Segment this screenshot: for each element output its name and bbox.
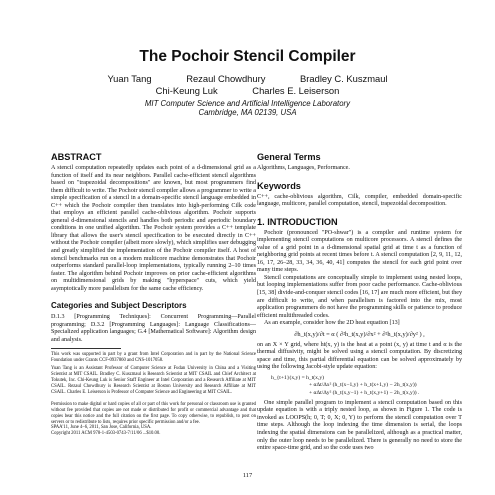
introduction-heading: 1. INTRODUCTION: [257, 216, 338, 227]
conference-line: SPAA'11, June 4–6, 2011, San Jose, California, USA.: [51, 425, 152, 431]
update-equation: [271, 375, 462, 397]
intro-paragraph: As an example, consider how the 2D heat equation [13]: [264, 320, 400, 327]
keywords-heading: Keywords: [257, 180, 301, 191]
author-name: Charles E. Leiserson: [252, 85, 340, 96]
left-column: [51, 152, 256, 437]
affiliation-line: MIT Computer Science and Artificial Intelligence Laboratory: [144, 99, 351, 108]
intro-paragraph: Pochoir (pronounced "PO-shwar") is a compiler and runtime system for implementing stencil computations on multicore processors. A stencil defines the value of a grid point in a d-dimensional spatial grid at time t as a function of neighboring grid points at recent times before t. A stencil computation [2, 9, 11, 12, 16, 17, 26–28, 33, 34, 36, 40, 41] computes the stencil for each grid point over many time steps.: [257, 229, 462, 274]
update-equation-line: h_{t+1}(x,y) = h_t(x,y): [271, 374, 325, 381]
author-name: Rezaul Chowdhury: [186, 73, 266, 84]
footnote-divider: [51, 348, 121, 349]
intro-paragraph: on an X × Y grid, where ht(x, y) is the heat at a point (x, y) at time t and α is the thermal diffusivity, might be solved using a stencil computation. By discretizing space and time, this partial differential equation can be solved approximately by using the following Jacobi-style update equation:: [257, 341, 462, 371]
copyright-line: Copyright 2011 ACM 978-1-4503-0743-7/11/06 ...$10.00.: [51, 431, 161, 437]
categories-heading: Categories and Subject Descriptors: [51, 301, 187, 311]
author-row-2: [0, 85, 495, 96]
author-name: Yuan Tang: [107, 73, 152, 84]
general-terms-heading: General Terms: [257, 152, 321, 162]
author-name: Bradley C. Kuszmaul: [300, 73, 388, 84]
affiliation: [0, 99, 495, 117]
paper-title: The Pochoir Stencil Compiler: [139, 48, 356, 65]
author-name: Chi-Keung Luk: [155, 85, 218, 96]
right-column: [257, 152, 462, 453]
update-equation-line: + αΔt/Δy² (h_t(x,y−1) + h_t(x,y+1) − 2h_t(x,y)) .: [309, 389, 420, 396]
author-footnote: Yuan Tang is an Assistant Professor of Computer Science at Fudan University in China and a Visiting Scientist at MIT CSAIL. Bradley C. Kuszmaul is Research Scientist at MIT CSAIL and Chief Architect at Tokutek, Inc. Chi-Keung Luk is Senior Staff Engineer at Intel Corporation and a Research Affiliate at MIT CSAIL. Rezaul Chowdhury is Research Scientist at Boston University and Research Affiliate at MIT CSAIL. Charles E. Leiserson is Professor of Computer Science and Engineering at MIT CSAIL.: [51, 366, 256, 395]
update-equation-line: + αΔt/Δx² (h_t(x−1,y) + h_t(x+1,y) − 2h_t(x,y)): [309, 382, 417, 389]
abstract-text: A stencil computation repeatedly updates each point of a d-dimensional grid as a function of itself and its near neighbors. Parallel cache-efficient stencil algorithms based on "trapezoidal decompositions" are known, but most programmers find them difficult to write. The Pochoir stencil compiler allows a programmer to write a simple specification of a stencil in a domain-specific stencil language embedded in C++ which the Pochoir compiler then translates into high-performing Cilk code that employs an efficient parallel cache-oblivious algorithm. Pochoir supports general d-dimensional stencils and handles both periodic and aperiodic boundary conditions in one unified algorithm. The Pochoir system provides a C++ template library that allows the user's stencil specification to be executed directly in C++ without the Pochoir compiler (albeit more slowly), which simplifies user debugging and greatly simplified the implementation of the Pochoir compiler itself. A host of stencil benchmarks run on a modern multicore machine demonstrates that Pochoir outperforms standard parallel-loop implementations, typically running 2–10 times faster. The algorithm behind Pochoir improves on prior cache-efficient algorithms on multidimensional grids by making "hyperspace" cuts, which yield asymptotically more parallelism for the same cache efficiency.: [51, 165, 256, 292]
permission-notice: Permission to make digital or hard copies of all or part of this work for personal or classroom use is granted without fee provided that copies are not made or distributed for profit or commercial advantage and that copies bear this notice and the full citation on the first page. To copy otherwise, to republish, to post on servers or to redistribute to lists, requires prior specific permission and/or a fee.: [51, 401, 256, 425]
keywords-text: C++, cache-oblivious algorithm, Cilk, compiler, embedded domain-specific language, multicore, parallel computation, stencil, trapezoidal decomposition.: [257, 193, 462, 208]
general-terms-text: Algorithms, Languages, Performance.: [257, 165, 350, 171]
intro-paragraph: Stencil computations are conceptually simple to implement using nested loops, but looping implementations suffer from poor cache performance. Cache-oblivious [15, 38] divide-and-conquer stencil codes [16, 17] are much more efficient, but they are difficult to write, and when parallelism is factored into the mix, most application programmers do not have the programming skills or patience to produce efficient multithreaded codes.: [257, 274, 462, 319]
page-number: 117: [242, 472, 253, 479]
funding-footnote: This work was supported in part by a grant from Intel Corporation and in part by the National Science Foundation under Grants CCF-0937860 and CNS-1017058.: [51, 352, 256, 364]
author-row-1: [0, 73, 495, 84]
categories-text: D.1.3 [Programming Techniques]: Concurrent Programming—Parallel programming; D.3.2 [Programming Languages]: Language Classifications—Specialized application languages; G.4 [Mathematical Software]: Algorithm design and analysis.: [51, 314, 256, 343]
abstract-heading: ABSTRACT: [51, 152, 102, 162]
heat-equation: ∂h_t(x,y)/∂t = α ( ∂²h_t(x,y)/∂x² + ∂²h_t(x,y)/∂y² ) ,: [294, 330, 425, 338]
affiliation-line: Cambridge, MA 02139, USA: [198, 108, 297, 118]
intro-paragraph: One simple parallel program to implement a stencil computation based on this update equation is with a triply nested loop, as shown in Figure 1. The code is invoked as LOOPS(h; 0, T; 0, X; 0, Y) to perform the stencil computation over T time steps. Although the loop indexing the time dimension is serial, the loops indexing the spatial dimensions can be parallelized, although as a practical matter, only the outer loop needs to be parallelized. There is generally no need to store the entire space-time grid, and so the code uses two: [257, 399, 462, 452]
